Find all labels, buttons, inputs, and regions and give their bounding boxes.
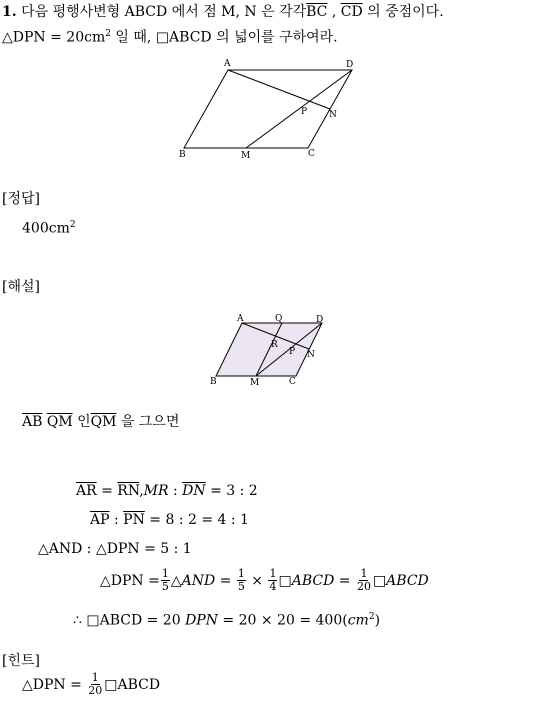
equation-ratio-1 <box>76 482 258 500</box>
fraction-one-fifth-2 <box>237 568 246 593</box>
eq5-close: ) <box>374 612 381 629</box>
eq1-comma: , <box>139 483 144 499</box>
equation-area-ratio: △AND : △DPN = 5 : 1 <box>38 541 192 557</box>
note-segment-ab: $\overline{AB}$ <box>22 414 43 430</box>
solution-heading: [해설] <box>2 279 40 295</box>
parallelogram-figure <box>170 55 370 165</box>
equation-result <box>73 608 380 630</box>
segment-an <box>228 70 330 109</box>
fraction-one-twentieth <box>356 568 372 593</box>
frac-num: 1 <box>161 567 169 580</box>
solution-figure <box>205 312 335 392</box>
answer-heading: [정답] <box>2 191 40 207</box>
comma: , <box>331 4 337 20</box>
seg-rn: $\overline{RN}$ <box>117 483 140 499</box>
note-suffix: 을 그으면 <box>120 414 180 430</box>
label-b: B <box>179 150 186 160</box>
eq4-abcd-2: □ABCD <box>372 572 429 589</box>
note-segment-qm-2: $\overline{QM}$ <box>90 414 117 430</box>
segment-dm <box>246 70 352 148</box>
answer-number: 400cm <box>22 220 70 237</box>
frac-den: 20 <box>356 580 371 593</box>
sol-label-a: A <box>237 314 244 324</box>
hint-equation <box>22 672 160 697</box>
frac-num: 1 <box>237 567 245 580</box>
frac-num: 1 <box>269 567 277 580</box>
problem-line-2 <box>2 25 338 47</box>
label-d: D <box>346 60 354 70</box>
problem-line-1 <box>2 3 444 21</box>
eq5-cm: cm <box>347 612 369 629</box>
sol-label-b: B <box>210 377 217 387</box>
frac-num: 1 <box>91 671 99 684</box>
hint-fraction <box>87 672 103 697</box>
hint-lhs: △DPN = <box>22 676 87 693</box>
fraction-one-quarter <box>268 568 277 593</box>
eq5-prefix: ∴ □ABCD = 20 <box>73 612 186 629</box>
eq5-mid: = 20 × 20 = 400( <box>217 612 348 629</box>
note-segment-qm: $\overline{QM}$ <box>46 414 73 430</box>
solution-note <box>22 413 179 431</box>
eq4-times: × <box>246 572 268 589</box>
seg-ar: $\overline{AR}$ <box>76 483 97 499</box>
eq4-equals: = <box>215 572 236 589</box>
label-n: N <box>329 110 337 120</box>
segment-cd: $\overline{CD}$ <box>340 4 363 20</box>
equation-dpn-area <box>100 568 429 593</box>
eq5-exponent: 2 <box>368 612 375 622</box>
eq2-ratio: = 8 : 2 = 4 : 1 <box>144 512 249 528</box>
eq1-colon: : <box>168 483 183 499</box>
eq1-equals: = <box>96 483 118 499</box>
fraction-one-fifth <box>161 568 170 593</box>
eq1-ratio: = 3 : 2 <box>205 483 258 499</box>
problem-question: 일 때, □ABCD 의 넓이를 구하여라. <box>115 29 338 46</box>
eq5-dpn: DPN <box>185 612 218 629</box>
frac-num: 1 <box>360 567 368 580</box>
seg-dn: $\overline{DN}$ <box>182 483 206 499</box>
given-area: △DPN = 20cm <box>2 29 106 46</box>
note-word: 인 <box>77 414 91 430</box>
answer-exponent: 2 <box>69 220 76 230</box>
frac-den: 4 <box>269 580 277 593</box>
label-p: P <box>301 107 308 117</box>
sol-label-m: M <box>250 378 260 388</box>
parallelogram-abcd <box>184 70 352 148</box>
sol-label-p: P <box>289 347 296 357</box>
sol-label-q: Q <box>275 314 283 324</box>
sol-label-n: N <box>307 350 315 360</box>
eq2-colon: : <box>109 512 124 528</box>
eq4-lhs: △DPN = <box>100 572 160 589</box>
label-c: C <box>308 149 315 159</box>
eq4-equals-2: = <box>334 572 355 589</box>
sol-label-d: D <box>316 315 324 325</box>
sol-label-c: C <box>289 377 296 387</box>
equation-ratio-2 <box>90 511 249 529</box>
segment-bc: $\overline{BC}$ <box>306 4 328 20</box>
eq4-abcd: □ABCD <box>278 572 335 589</box>
sol-label-r: R <box>271 340 278 350</box>
answer-value <box>22 216 76 238</box>
seg-pn: $\overline{PN}$ <box>123 512 145 528</box>
frac-den: 20 <box>88 684 103 697</box>
eq4-and: △AND <box>170 572 216 589</box>
given-area-exponent: 2 <box>105 29 111 39</box>
problem-text-2: 의 중점이다. <box>367 4 444 20</box>
seg-ap: $\overline{AP}$ <box>90 512 110 528</box>
frac-den: 5 <box>237 580 245 593</box>
hint-rhs: □ABCD <box>104 676 161 693</box>
hint-heading: [힌트] <box>2 653 40 669</box>
label-a: A <box>224 59 231 69</box>
label-m: M <box>241 151 251 161</box>
seg-mr: MR <box>143 483 169 499</box>
problem-text-1: 다음 평행사변형 ABCD 에서 점 M, N 은 각각 <box>21 4 307 20</box>
problem-number: 1. <box>2 4 17 20</box>
frac-den: 5 <box>161 580 169 593</box>
